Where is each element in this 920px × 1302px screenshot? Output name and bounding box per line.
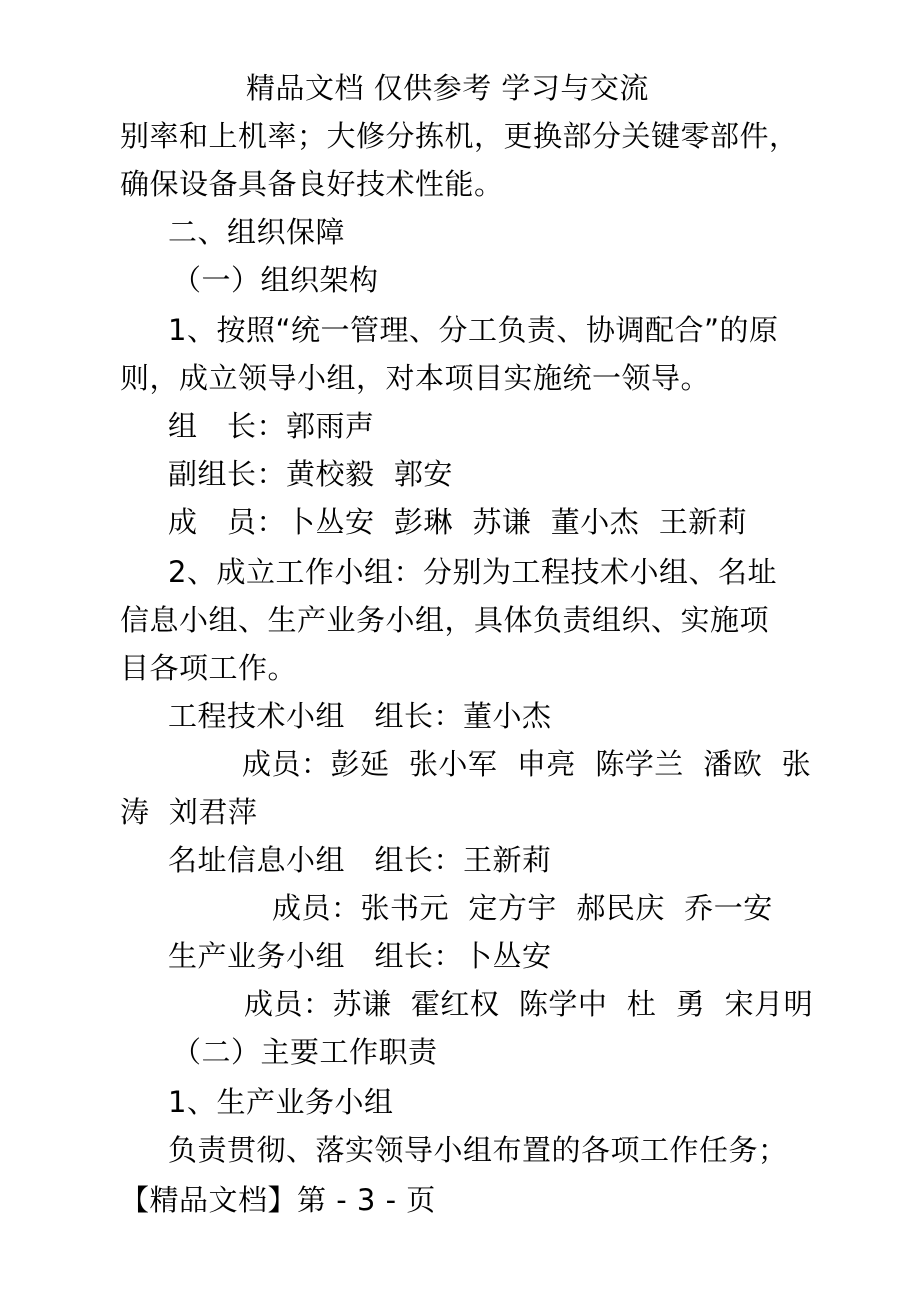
group-members-line: 成员：彭延 张小军 申亮 陈学兰 潘欧 张 <box>242 747 812 781</box>
body-line: 别率和上机率；大修分拣机，更换部分关键零部件， <box>120 119 799 153</box>
leader-line: 组 长：郭雨声 <box>168 409 375 443</box>
deputy-line: 副组长：黄校毅 郭安 <box>168 457 453 491</box>
members-line: 成 员：卜丛安 彭琳 苏谦 董小杰 王新莉 <box>168 505 748 539</box>
group-leader-line: 名址信息小组 组长：王新莉 <box>168 843 552 877</box>
section-title: 二、组织保障 <box>168 215 346 249</box>
duty-text: 负责贯彻、落实领导小组布置的各项工作任务； <box>168 1133 788 1167</box>
paragraph-line: 目各项工作。 <box>120 651 298 685</box>
subsection-title: （一）组织架构 <box>172 263 379 297</box>
duty-title: 1、生产业务小组 <box>168 1085 394 1119</box>
header-banner: 精品文档 仅供参考 学习与交流 <box>246 71 649 105</box>
group-members-line: 涛 刘君萍 <box>120 795 258 829</box>
page-footer: 【精品文档】第 - 3 - 页 <box>120 1183 436 1217</box>
group-members-line: 成员：苏谦 霍红权 陈学中 杜 勇 宋月明 <box>244 987 814 1021</box>
group-leader-line: 生产业务小组 组长：卜丛安 <box>168 939 552 973</box>
paragraph-line: 2、成立工作小组：分别为工程技术小组、名址 <box>168 555 777 589</box>
group-members-line: 成员：张书元 定方宇 郝民庆 乔一安 <box>272 891 773 925</box>
paragraph-line: 1、按照“统一管理、分工负责、协调配合”的原 <box>168 313 779 347</box>
subsection-title: （二）主要工作职责 <box>172 1035 438 1069</box>
group-leader-line: 工程技术小组 组长：董小杰 <box>168 699 552 733</box>
body-line: 确保设备具备良好技术性能。 <box>120 167 504 201</box>
paragraph-line: 信息小组、生产业务小组，具体负责组织、实施项 <box>120 603 770 637</box>
paragraph-line: 则，成立领导小组，对本项目实施统一领导。 <box>120 361 711 395</box>
